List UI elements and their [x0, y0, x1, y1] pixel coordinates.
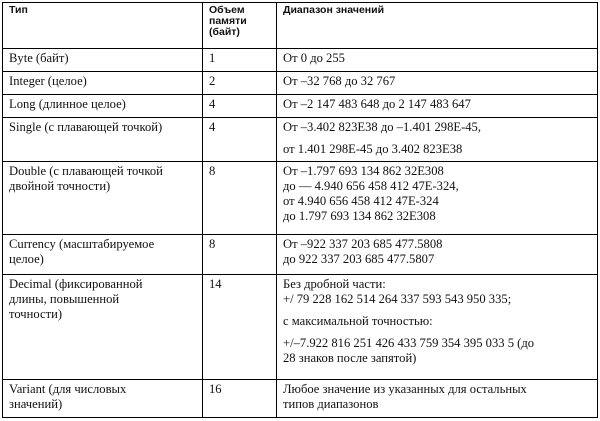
- size-value: 8: [209, 237, 216, 251]
- range-cell: [277, 380, 598, 418]
- range-line: Без дробной части:: [283, 277, 386, 291]
- table-row: [3, 95, 598, 118]
- range-line: с максимальной точностью:: [283, 314, 433, 328]
- header-size: [203, 3, 277, 49]
- size-cell: [203, 235, 277, 275]
- table-header-row: [3, 3, 598, 49]
- size-cell: [203, 275, 277, 380]
- table-row: [3, 235, 598, 275]
- type-cell: [3, 275, 203, 380]
- range-line: до 1.797 693 134 862 32Е308: [283, 209, 436, 223]
- type-cell: [3, 95, 203, 118]
- table-row: [3, 49, 598, 72]
- type-name: длины, повышенной: [9, 292, 120, 306]
- table-row: [3, 275, 598, 380]
- header-size-line: Объем: [209, 4, 245, 16]
- size-value: 16: [209, 382, 222, 396]
- type-name: Variant (для числовых: [9, 382, 127, 396]
- table-row: [3, 380, 598, 418]
- header-size-line: памяти: [209, 15, 247, 27]
- range-line: От –3.402 823Е38 до –1.401 298Е-45,: [283, 120, 482, 134]
- type-name: Currency (масштабируемое: [9, 237, 155, 251]
- size-cell: [203, 380, 277, 418]
- table-row: [3, 162, 598, 235]
- data-types-table: [2, 2, 598, 418]
- range-line: От 0 до 255: [283, 51, 345, 65]
- table-row: [3, 72, 598, 95]
- size-value: 1: [209, 51, 216, 65]
- range-line: +/–7.922 816 251 426 433 759 354 395 033 5 (до: [283, 336, 535, 350]
- range-line: от 4.940 656 458 412 47Е-324: [283, 194, 439, 208]
- type-name: значений): [9, 397, 63, 411]
- type-name: Long (длинное целое): [9, 97, 126, 111]
- range-line: От –2 147 483 648 до 2 147 483 647: [283, 97, 471, 111]
- type-name: Byte (байт): [9, 51, 69, 65]
- header-size-line: (байт): [209, 26, 240, 38]
- range-cell: [277, 235, 598, 275]
- range-cell: [277, 72, 598, 95]
- type-name: Decimal (фиксированной: [9, 277, 143, 291]
- range-line: до 922 337 203 685 477.5807: [283, 252, 435, 266]
- size-value: 8: [209, 164, 216, 178]
- range-line: от 1.401 298Е-45 до 3.402 823Е38: [283, 142, 463, 156]
- range-line: От –1.797 693 134 862 32Е308: [283, 164, 444, 178]
- size-cell: [203, 72, 277, 95]
- type-cell: [3, 235, 203, 275]
- type-name: Integer (целое): [9, 74, 87, 88]
- size-cell: [203, 95, 277, 118]
- range-line: +/ 79 228 162 514 264 337 593 543 950 335;: [283, 292, 512, 306]
- type-cell: [3, 162, 203, 235]
- type-name: целое): [9, 252, 44, 266]
- type-cell: [3, 380, 203, 418]
- type-name: точности): [9, 307, 63, 321]
- range-line: Любое значение из указанных для остальных: [283, 382, 527, 396]
- type-name: Single (с плавающей точкой): [9, 120, 163, 134]
- header-type: [3, 3, 203, 49]
- size-value: 4: [209, 97, 216, 111]
- type-cell: [3, 72, 203, 95]
- type-cell: [3, 49, 203, 72]
- range-line: типов диапазонов: [283, 397, 379, 411]
- table-row: [3, 118, 598, 162]
- size-value: 4: [209, 120, 216, 134]
- range-cell: [277, 49, 598, 72]
- range-cell: [277, 162, 598, 235]
- size-value: 14: [209, 277, 222, 291]
- range-cell: [277, 95, 598, 118]
- size-value: 2: [209, 74, 216, 88]
- range-line: до — 4.940 656 458 412 47Е-324,: [283, 179, 459, 193]
- size-cell: [203, 162, 277, 235]
- header-range-label: Диапазон значений: [283, 4, 385, 16]
- type-name: двойной точности): [9, 179, 111, 193]
- size-cell: [203, 49, 277, 72]
- range-cell: [277, 275, 598, 380]
- range-line: От –922 337 203 685 477.5808: [283, 237, 443, 251]
- type-cell: [3, 118, 203, 162]
- range-line: От –32 768 до 32 767: [283, 74, 396, 88]
- type-name: Double (с плавающей точкой: [9, 164, 163, 178]
- header-type-label: Тип: [9, 4, 28, 16]
- range-cell: [277, 118, 598, 162]
- header-range: [277, 3, 598, 49]
- size-cell: [203, 118, 277, 162]
- range-line: 28 знаков после запятой): [283, 351, 417, 365]
